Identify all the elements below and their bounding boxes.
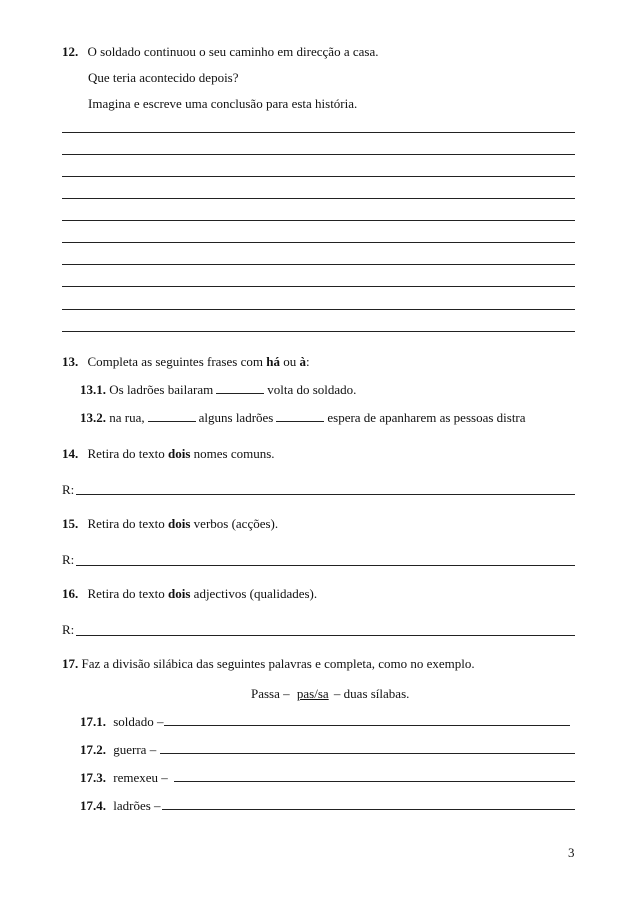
- answer-line[interactable]: [162, 809, 575, 810]
- example-result: – duas sílabas.: [333, 686, 410, 701]
- question-number: 17.: [62, 656, 79, 671]
- writing-line[interactable]: [62, 154, 575, 155]
- question-text: verbos (acções).: [190, 516, 279, 531]
- sentence-part: volta do soldado.: [267, 382, 357, 397]
- sentence-part: espera de apanharem as pessoas distra: [327, 410, 526, 425]
- page-number: 3: [568, 845, 575, 860]
- question-text: Retira do texto: [87, 516, 169, 531]
- item-17-2: [80, 742, 156, 758]
- item-word: guerra –: [113, 742, 157, 757]
- item-17-4: [80, 798, 161, 814]
- writing-line[interactable]: [62, 309, 575, 310]
- question-13: [62, 354, 310, 370]
- word-a: à: [299, 354, 306, 369]
- item-word: soldado –: [113, 714, 164, 729]
- sentence-part: alguns ladrões: [198, 410, 274, 425]
- question-text: nomes comuns.: [190, 446, 275, 461]
- question-text: adjectivos (qualidades).: [190, 586, 318, 601]
- answer-line[interactable]: [76, 494, 575, 495]
- writing-line[interactable]: [62, 198, 575, 199]
- fill-blank[interactable]: [216, 382, 264, 394]
- colon: :: [305, 354, 310, 369]
- fill-blank[interactable]: [276, 410, 324, 422]
- question-number: 16.: [62, 586, 79, 601]
- answer-label: R:: [62, 552, 75, 567]
- question-text: Faz a divisão silábica das seguintes palavras e completa, como no exemplo.: [78, 656, 475, 671]
- word-ou: ou: [279, 354, 300, 369]
- question-13-2: [80, 410, 526, 426]
- writing-line[interactable]: [62, 132, 575, 133]
- item-17-1: [80, 714, 163, 730]
- answer-label: R:: [62, 622, 75, 637]
- writing-line[interactable]: [62, 286, 575, 287]
- item-number: 17.2.: [80, 742, 106, 757]
- question-number: 14.: [62, 446, 79, 461]
- answer-line[interactable]: [76, 635, 575, 636]
- item-number: 13.2.: [80, 410, 106, 425]
- example-syllables: pas/sa: [296, 686, 329, 701]
- writing-line[interactable]: [62, 220, 575, 221]
- answer-label: R:: [62, 482, 75, 497]
- example-word: Passa –: [251, 686, 290, 701]
- question-16: [62, 586, 317, 602]
- writing-line[interactable]: [62, 242, 575, 243]
- answer-line[interactable]: [164, 725, 570, 726]
- question-12-line2: Que teria acontecido depois?: [88, 70, 239, 85]
- item-number: 13.1.: [80, 382, 106, 397]
- answer-line[interactable]: [174, 781, 575, 782]
- question-text: Completa as seguintes frases com: [87, 354, 267, 369]
- example: [251, 686, 409, 702]
- answer-line[interactable]: [160, 753, 575, 754]
- bold-word: dois: [168, 586, 191, 601]
- question-text: O soldado continuou o seu caminho em direcção a casa.: [87, 44, 379, 59]
- bold-word: dois: [168, 446, 191, 461]
- item-number: 17.4.: [80, 798, 106, 813]
- sentence-part: Os ladrões bailaram: [109, 382, 214, 397]
- writing-line[interactable]: [62, 264, 575, 265]
- bold-word: dois: [168, 516, 191, 531]
- fill-blank[interactable]: [148, 410, 196, 422]
- item-word: ladrões –: [113, 798, 161, 813]
- question-13-1: [80, 382, 356, 398]
- question-12: [62, 44, 378, 60]
- question-text: Retira do texto: [87, 446, 169, 461]
- item-17-3: [80, 770, 168, 786]
- item-word: remexeu –: [113, 770, 168, 785]
- question-15: [62, 516, 278, 532]
- item-number: 17.3.: [80, 770, 106, 785]
- word-ha: há: [266, 354, 280, 369]
- question-14: [62, 446, 275, 462]
- question-number: 15.: [62, 516, 79, 531]
- question-12-line3: Imagina e escreve uma conclusão para esta história.: [88, 96, 358, 111]
- sentence-part: na rua,: [109, 410, 145, 425]
- question-number: 12.: [62, 44, 79, 59]
- question-text: Retira do texto: [87, 586, 169, 601]
- writing-line[interactable]: [62, 331, 575, 332]
- question-number: 13.: [62, 354, 79, 369]
- item-number: 17.1.: [80, 714, 106, 729]
- answer-line[interactable]: [76, 565, 575, 566]
- question-17: [62, 656, 475, 672]
- writing-line[interactable]: [62, 176, 575, 177]
